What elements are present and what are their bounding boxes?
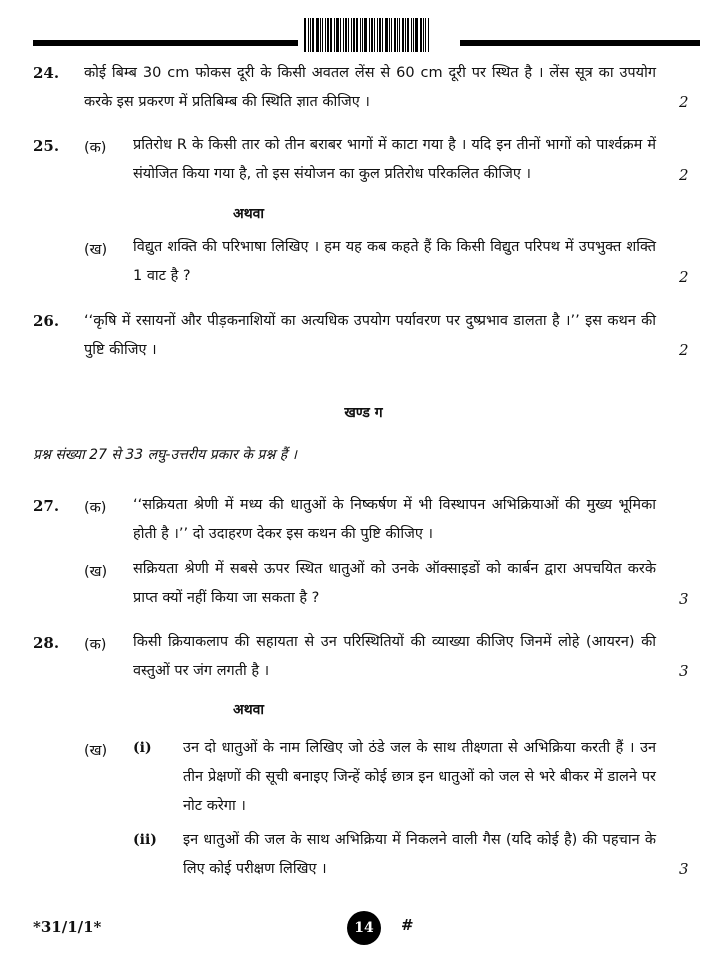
sub-label: (क) — [84, 140, 107, 156]
sub-label: (क) — [84, 500, 107, 516]
question-text: सक्रियता श्रेणी में सबसे ऊपर स्थित धातुओं को उनके ऑक्साइडों को कार्बन द्वारा अपचयित करके प्राप्त क्यों नहीं किया जा सकता है ? — [133, 561, 656, 606]
sub-label: (क) — [84, 637, 107, 653]
barcode — [304, 18, 438, 52]
question-text: विद्युत शक्ति की परिभाषा लिखिए । हम यह कब कहते हैं कि किसी विद्युत परिपथ में उपभुक्त शक्ति 1 वाट है ? — [133, 239, 656, 284]
footer-symbol: # — [401, 916, 414, 934]
header-rule-left — [33, 40, 298, 46]
sub-label: (ख) — [84, 242, 108, 258]
sub-label: (ख) — [84, 564, 108, 580]
section-instruction: प्रश्न संख्या 27 से 33 लघु-उत्तरीय प्रकार के प्रश्न हैं । — [33, 447, 297, 463]
marks: 3 — [679, 860, 689, 878]
question-number: 26. — [33, 312, 60, 330]
question-text: किसी क्रियाकलाप की सहायता से उन परिस्थितियों की व्याख्या कीजिए जिनमें लोहे (आयरन) की वस्तुओं पर जंग लगती है । — [133, 634, 656, 679]
section-title: खण्ड ग — [344, 405, 383, 421]
or-separator: अथवा — [233, 702, 265, 718]
question-number: 28. — [33, 634, 60, 652]
question-number: 24. — [33, 64, 60, 82]
or-separator: अथवा — [233, 206, 265, 222]
marks: 3 — [679, 590, 689, 608]
sub-sub-label: (ii) — [133, 832, 157, 848]
question-text: प्रतिरोध R के किसी तार को तीन बराबर भागों में काटा गया है । यदि इन तीनों भागों को पार्श्वक्रम में संयोजित किया गया है, तो इस संयोजन का कुल प्रतिरोध परिकलित कीजिए । — [133, 137, 656, 182]
marks: 2 — [679, 166, 689, 184]
sub-label: (ख) — [84, 743, 108, 759]
question-number: 25. — [33, 137, 60, 155]
question-text: ‘‘कृषि में रसायनों और पीड़कनाशियों का अत्यधिक उपयोग पर्यावरण पर दुष्प्रभाव डालता है ।’’ इस कथन की पुष्टि कीजिए । — [84, 313, 656, 358]
header-rule-right — [460, 40, 700, 46]
marks: 3 — [679, 662, 689, 680]
question-text: कोई बिम्ब 30 cm फोकस दूरी के किसी अवतल लेंस से 60 cm दूरी पर स्थित है । लेंस सूत्र का उपयोग करके इस प्रकरण में प्रतिबिम्ब की स्थिति ज्ञात कीजिए । — [84, 65, 656, 110]
marks: 2 — [679, 341, 689, 359]
marks: 2 — [679, 268, 689, 286]
page-number: 14 — [347, 911, 381, 945]
question-text: उन दो धातुओं के नाम लिखिए जो ठंडे जल के साथ तीक्ष्णता से अभिक्रिया करती हैं । उन तीन प्रेक्षणों की सूची बनाइए जिन्हें कोई छात्र इन धातुओं को जल से भरे बीकर में डालने पर नोट करेगा । — [183, 740, 656, 814]
question-number: 27. — [33, 497, 60, 515]
sub-sub-label: (i) — [133, 740, 152, 756]
question-text: इन धातुओं की जल के साथ अभिक्रिया में निकलने वाली गैस (यदि कोई है) की पहचान के लिए कोई परीक्षण लिखिए । — [183, 832, 656, 877]
paper-code: *31/1/1* — [33, 918, 102, 936]
marks: 2 — [679, 93, 689, 111]
question-text: ‘‘सक्रियता श्रेणी में मध्य की धातुओं के निष्कर्षण में भी विस्थापन अभिक्रियाओं की मुख्य भूमिका होती है ।’’ दो उदाहरण देकर इस कथन की पुष्टि कीजिए । — [133, 497, 656, 542]
